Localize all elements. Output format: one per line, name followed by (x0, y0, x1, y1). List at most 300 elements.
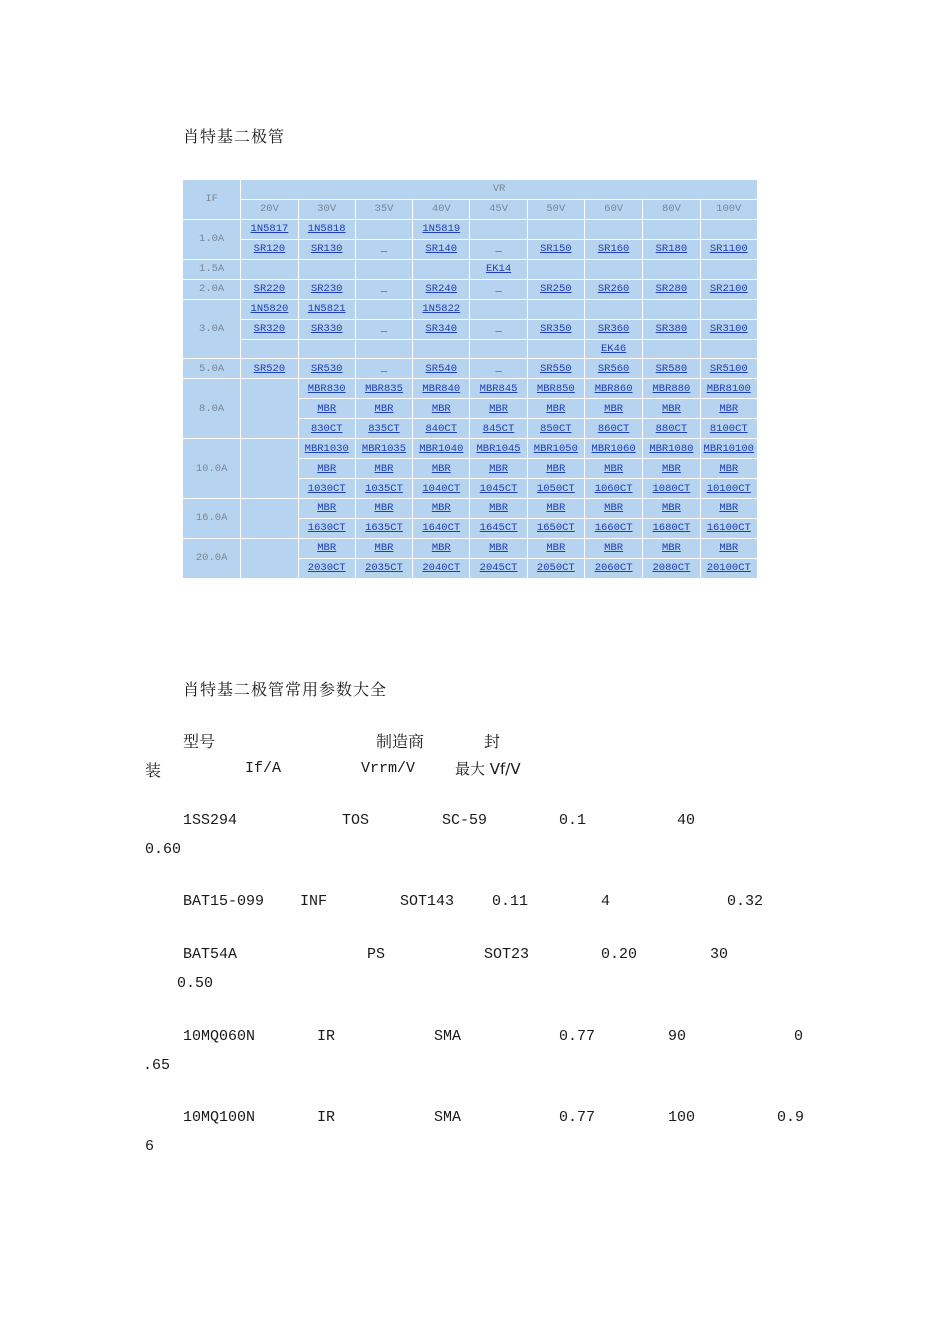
param-maker: TOS (342, 812, 370, 829)
part-cell (643, 459, 700, 479)
part-cell (413, 419, 470, 439)
part-cell (643, 359, 700, 379)
part-link[interactable]: 1N5817 (250, 223, 289, 236)
part-cell (241, 259, 298, 279)
part-cell (470, 399, 527, 419)
part-link[interactable]: MBR (604, 542, 624, 555)
part-link[interactable]: 1060CT (594, 482, 633, 495)
part-cell (413, 359, 470, 379)
part-cell (413, 379, 470, 399)
part-cell (643, 518, 700, 538)
section-title-params: 肖特基二极管常用参数大全 (183, 680, 388, 699)
table-row (183, 499, 758, 519)
part-cell (355, 499, 412, 519)
part-cell: _ (470, 239, 527, 259)
param-vf: 0.32 (727, 893, 764, 910)
param-package: SMA (434, 1109, 462, 1126)
part-cell (470, 558, 527, 578)
param-package: SOT143 (400, 893, 455, 910)
part-link[interactable]: SR520 (253, 362, 286, 375)
part-link[interactable]: SR120 (253, 243, 286, 256)
voltage-header: 50V (527, 199, 584, 219)
part-link[interactable]: 1030CT (307, 482, 346, 495)
col-header-maker: 制造商 (376, 732, 425, 751)
part-link[interactable]: 850CT (540, 422, 572, 435)
part-link[interactable]: SR150 (540, 243, 572, 256)
part-cell: _ (355, 239, 412, 259)
part-link[interactable]: 1N5820 (250, 303, 289, 316)
part-cell (470, 459, 527, 479)
part-cell (355, 299, 412, 319)
part-cell (700, 479, 757, 499)
part-cell (527, 538, 584, 558)
part-link[interactable]: SR560 (597, 362, 630, 375)
part-link[interactable]: MBR (489, 462, 508, 475)
param-vrrm: 100 (668, 1109, 696, 1126)
part-cell (413, 219, 470, 239)
part-link[interactable]: 2045CT (479, 562, 518, 575)
part-cell (470, 259, 527, 279)
part-cell (643, 239, 700, 259)
part-link[interactable]: EK46 (601, 342, 627, 355)
part-link[interactable]: 1635CT (365, 522, 403, 535)
part-link[interactable]: 1N5822 (422, 303, 461, 316)
part-link[interactable]: 2035CT (365, 562, 403, 575)
part-link[interactable]: MBR860 (594, 382, 633, 395)
part-cell (413, 558, 470, 578)
part-cell (413, 239, 470, 259)
part-link[interactable]: SR3100 (709, 323, 748, 336)
part-link[interactable]: MBR (431, 402, 451, 415)
part-cell (584, 439, 642, 459)
part-link[interactable]: SR220 (253, 283, 286, 296)
part-link[interactable]: 1660CT (594, 522, 633, 535)
part-link[interactable]: 1640CT (422, 522, 461, 535)
part-link[interactable]: 2030CT (307, 562, 346, 575)
part-link[interactable]: MBR (317, 542, 337, 555)
part-cell (527, 419, 584, 439)
part-cell (527, 399, 584, 419)
part-link[interactable]: 835CT (368, 422, 400, 435)
part-cell (413, 499, 470, 519)
part-link[interactable]: MBR (719, 542, 739, 555)
part-link[interactable]: MBR (489, 502, 508, 515)
part-link[interactable]: SR5100 (709, 362, 748, 375)
current-rating: 20.0A (183, 538, 241, 578)
part-link[interactable]: 20100CT (706, 562, 751, 575)
part-link[interactable]: MBR850 (536, 382, 575, 395)
part-cell (355, 538, 412, 558)
part-cell (298, 279, 355, 299)
part-link[interactable]: 2050CT (536, 562, 575, 575)
part-link[interactable]: MBR840 (422, 382, 461, 395)
part-link[interactable]: MBR (317, 402, 337, 415)
part-cell (527, 339, 584, 359)
part-link[interactable]: 8100CT (709, 422, 748, 435)
empty-cell (241, 538, 298, 578)
part-cell (413, 479, 470, 499)
part-link[interactable]: SR130 (310, 243, 343, 256)
part-link[interactable]: 2060CT (594, 562, 633, 575)
param-maker: IR (317, 1028, 336, 1045)
part-cell (470, 538, 527, 558)
part-link[interactable]: 1040CT (422, 482, 461, 495)
part-cell (527, 319, 584, 339)
current-rating: 1.0A (183, 219, 241, 259)
part-link[interactable]: MBR (719, 402, 739, 415)
part-link[interactable]: MBR (719, 462, 739, 475)
part-link[interactable]: SR1100 (709, 243, 748, 256)
part-link[interactable]: SR530 (310, 362, 343, 375)
voltage-header: 45V (470, 199, 527, 219)
part-link[interactable]: SR2100 (709, 283, 748, 296)
part-link[interactable]: MBR835 (365, 382, 403, 395)
part-cell (413, 279, 470, 299)
part-link[interactable]: 880CT (655, 422, 688, 435)
current-rating: 1.5A (183, 259, 241, 279)
part-cell (584, 499, 642, 519)
part-cell (643, 379, 700, 399)
part-link[interactable]: 1645CT (479, 522, 518, 535)
table-row (183, 538, 758, 558)
part-link[interactable]: SR230 (310, 283, 343, 296)
param-if: 0.11 (492, 893, 529, 910)
part-cell (298, 339, 355, 359)
part-link[interactable]: 845CT (482, 422, 515, 435)
part-link[interactable]: MBR1030 (304, 442, 349, 455)
part-cell (700, 219, 757, 239)
col-header-model: 型号 (183, 732, 216, 751)
part-cell (700, 439, 757, 459)
part-link[interactable]: MBR1060 (591, 442, 636, 455)
empty-cell (241, 499, 298, 539)
part-cell (413, 459, 470, 479)
part-cell (700, 538, 757, 558)
part-cell: _ (470, 279, 527, 299)
part-cell (584, 239, 642, 259)
part-cell (298, 239, 355, 259)
param-maker: INF (300, 893, 328, 910)
part-link[interactable]: SR160 (597, 243, 630, 256)
part-cell: _ (470, 359, 527, 379)
part-cell (355, 558, 412, 578)
part-cell: _ (355, 319, 412, 339)
part-cell (700, 558, 757, 578)
voltage-header: 80V (643, 199, 700, 219)
part-cell (527, 499, 584, 519)
part-cell (584, 558, 642, 578)
part-cell (355, 459, 412, 479)
part-cell (527, 259, 584, 279)
part-link[interactable]: MBR (661, 502, 681, 515)
current-rating: 3.0A (183, 299, 241, 359)
part-cell (355, 379, 412, 399)
part-cell (700, 319, 757, 339)
part-cell (584, 279, 642, 299)
part-cell (643, 299, 700, 319)
current-rating: 8.0A (183, 379, 241, 439)
part-cell (584, 339, 642, 359)
part-cell (298, 459, 355, 479)
schottky-diode-table (182, 179, 758, 579)
part-link[interactable]: SR280 (655, 283, 688, 296)
table-row (183, 339, 758, 359)
part-link[interactable]: 1N5818 (307, 223, 346, 236)
part-cell (241, 279, 298, 299)
vr-header: VR (241, 180, 758, 200)
part-link[interactable]: 860CT (597, 422, 630, 435)
part-link[interactable]: MBR (546, 402, 566, 415)
part-cell (527, 558, 584, 578)
part-link[interactable]: 1050CT (536, 482, 575, 495)
part-cell: _ (470, 319, 527, 339)
part-cell (355, 419, 412, 439)
part-link[interactable]: MBR (317, 462, 337, 475)
part-cell (298, 219, 355, 239)
param-vf-part2: .65 (143, 1057, 171, 1074)
part-cell (298, 419, 355, 439)
part-link[interactable]: SR240 (425, 283, 458, 296)
part-link[interactable]: 2080CT (652, 562, 691, 575)
part-cell (470, 439, 527, 459)
part-cell (584, 399, 642, 419)
part-cell (470, 499, 527, 519)
part-link[interactable]: MBR (374, 502, 394, 515)
part-cell (298, 259, 355, 279)
part-link[interactable]: MBR (374, 542, 394, 555)
table-row (183, 379, 758, 399)
part-cell (241, 299, 298, 319)
part-cell (643, 319, 700, 339)
part-link[interactable]: 1680CT (652, 522, 691, 535)
param-vrrm: 40 (677, 812, 696, 829)
part-cell (470, 419, 527, 439)
voltage-header-row (183, 199, 758, 219)
part-link[interactable]: SR350 (540, 323, 572, 336)
part-link[interactable]: 1045CT (479, 482, 518, 495)
part-link[interactable]: 10100CT (706, 482, 751, 495)
part-cell (700, 239, 757, 259)
current-rating: 5.0A (183, 359, 241, 379)
param-vrrm: 4 (601, 893, 611, 910)
param-model: BAT15-099 (183, 893, 265, 910)
part-link[interactable]: SR320 (253, 323, 286, 336)
part-cell (527, 299, 584, 319)
table-row (183, 439, 758, 459)
part-cell (355, 518, 412, 538)
part-link[interactable]: MBR (719, 502, 739, 515)
part-link[interactable]: MBR (546, 502, 566, 515)
part-link[interactable]: MBR (604, 402, 624, 415)
part-cell (584, 259, 642, 279)
part-cell (584, 219, 642, 239)
voltage-header: 35V (355, 199, 412, 219)
part-link[interactable]: MBR (661, 462, 681, 475)
part-link[interactable]: MBR (431, 462, 451, 475)
part-link[interactable]: 16100CT (706, 522, 751, 535)
table-row (183, 219, 758, 239)
part-link[interactable]: MBR (489, 542, 508, 555)
part-link[interactable]: 1035CT (365, 482, 403, 495)
part-link[interactable]: MBR845 (479, 382, 518, 395)
param-model: BAT54A (183, 946, 238, 963)
part-cell (643, 439, 700, 459)
part-link[interactable]: SR260 (597, 283, 630, 296)
part-link[interactable]: MBR (489, 402, 508, 415)
part-cell (527, 518, 584, 538)
part-link[interactable]: MBR (374, 402, 394, 415)
empty-cell (241, 439, 298, 499)
part-link[interactable]: 1N5821 (307, 303, 346, 316)
part-link[interactable]: MBR880 (652, 382, 691, 395)
part-cell (584, 538, 642, 558)
part-cell: _ (355, 359, 412, 379)
part-link[interactable]: SR330 (310, 323, 343, 336)
part-link[interactable]: 1650CT (536, 522, 575, 535)
voltage-header: 60V (584, 199, 642, 219)
part-cell (700, 419, 757, 439)
part-link[interactable]: SR380 (655, 323, 688, 336)
col-header-package-part1: 封 (484, 732, 501, 751)
section-title-schottky: 肖特基二极管 (183, 127, 286, 146)
part-cell (298, 359, 355, 379)
part-cell (413, 439, 470, 459)
part-link[interactable]: SR340 (425, 323, 458, 336)
param-vf: 0.60 (145, 841, 182, 858)
part-link[interactable]: MBR1045 (476, 442, 521, 455)
part-cell (241, 239, 298, 259)
part-cell (298, 518, 355, 538)
part-link[interactable]: MBR8100 (706, 382, 751, 395)
part-cell (700, 379, 757, 399)
part-cell (413, 299, 470, 319)
part-cell (643, 259, 700, 279)
param-model: 1SS294 (183, 812, 238, 829)
part-cell (355, 399, 412, 419)
voltage-header: 100V (700, 199, 757, 219)
part-cell (298, 379, 355, 399)
part-cell (241, 339, 298, 359)
part-cell (643, 279, 700, 299)
part-link[interactable]: SR540 (425, 362, 458, 375)
part-link[interactable]: MBR (604, 502, 624, 515)
col-header-if: If/A (245, 760, 282, 777)
param-maker: PS (367, 946, 386, 963)
part-cell (643, 538, 700, 558)
part-link[interactable]: SR580 (655, 362, 688, 375)
part-cell (527, 379, 584, 399)
param-model: 10MQ060N (183, 1028, 256, 1045)
part-cell (584, 359, 642, 379)
part-cell (298, 439, 355, 459)
part-link[interactable]: MBR (546, 462, 566, 475)
part-cell (298, 319, 355, 339)
param-if: 0.1 (559, 812, 587, 829)
voltage-header: 40V (413, 199, 470, 219)
part-link[interactable]: MBR (604, 462, 624, 475)
part-cell (298, 558, 355, 578)
table-row (183, 259, 758, 279)
param-package: SC-59 (442, 812, 488, 829)
part-cell (700, 259, 757, 279)
param-model: 10MQ100N (183, 1109, 256, 1126)
part-cell (413, 319, 470, 339)
part-cell (527, 219, 584, 239)
part-cell (298, 479, 355, 499)
part-cell (413, 259, 470, 279)
part-cell (470, 219, 527, 239)
part-cell (700, 459, 757, 479)
part-link[interactable]: MBR (546, 542, 566, 555)
part-link[interactable]: SR140 (425, 243, 458, 256)
part-cell (584, 518, 642, 538)
part-link[interactable]: MBR (431, 542, 451, 555)
table-row (183, 279, 758, 299)
part-link[interactable]: 1N5819 (422, 223, 461, 236)
part-link[interactable]: MBR (431, 502, 451, 515)
part-link[interactable]: SR250 (540, 283, 572, 296)
part-link[interactable]: 840CT (425, 422, 458, 435)
table-row (183, 299, 758, 319)
part-cell (355, 439, 412, 459)
part-link[interactable]: MBR (317, 502, 337, 515)
part-cell (355, 219, 412, 239)
part-cell (700, 499, 757, 519)
part-link[interactable]: 1630CT (307, 522, 346, 535)
current-rating: 2.0A (183, 279, 241, 299)
part-cell (643, 419, 700, 439)
part-link[interactable]: 830CT (310, 422, 343, 435)
part-link[interactable]: 2040CT (422, 562, 461, 575)
part-cell (527, 359, 584, 379)
part-cell (470, 518, 527, 538)
part-cell (584, 319, 642, 339)
part-link[interactable]: MBR1080 (649, 442, 694, 455)
part-link[interactable]: SR180 (655, 243, 688, 256)
voltage-header: 20V (241, 199, 298, 219)
param-vf-part1: 0 (794, 1028, 804, 1045)
part-link[interactable]: MBR1040 (419, 442, 464, 455)
param-if: 0.77 (559, 1109, 596, 1126)
param-package: SMA (434, 1028, 462, 1045)
part-link[interactable]: MBR (661, 402, 681, 415)
part-link[interactable]: EK14 (485, 263, 512, 276)
part-link[interactable]: SR360 (597, 323, 630, 336)
param-package: SOT23 (484, 946, 530, 963)
part-link[interactable]: MBR (374, 462, 394, 475)
part-cell (413, 538, 470, 558)
part-cell (298, 499, 355, 519)
table-row (183, 319, 758, 339)
part-link[interactable]: SR550 (540, 362, 572, 375)
part-link[interactable]: MBR10100 (703, 442, 754, 455)
part-cell (584, 299, 642, 319)
param-maker: IR (317, 1109, 336, 1126)
part-link[interactable]: MBR1035 (361, 442, 407, 455)
table-row (183, 359, 758, 379)
param-vf-part2: 6 (145, 1138, 155, 1155)
part-link[interactable]: MBR1050 (533, 442, 578, 455)
part-link[interactable]: MBR830 (307, 382, 346, 395)
part-cell (241, 219, 298, 239)
part-cell (355, 479, 412, 499)
part-link[interactable]: MBR (661, 542, 681, 555)
table-row (183, 239, 758, 259)
part-link[interactable]: 1080CT (652, 482, 691, 495)
part-cell (700, 359, 757, 379)
part-cell (470, 479, 527, 499)
part-cell (643, 219, 700, 239)
